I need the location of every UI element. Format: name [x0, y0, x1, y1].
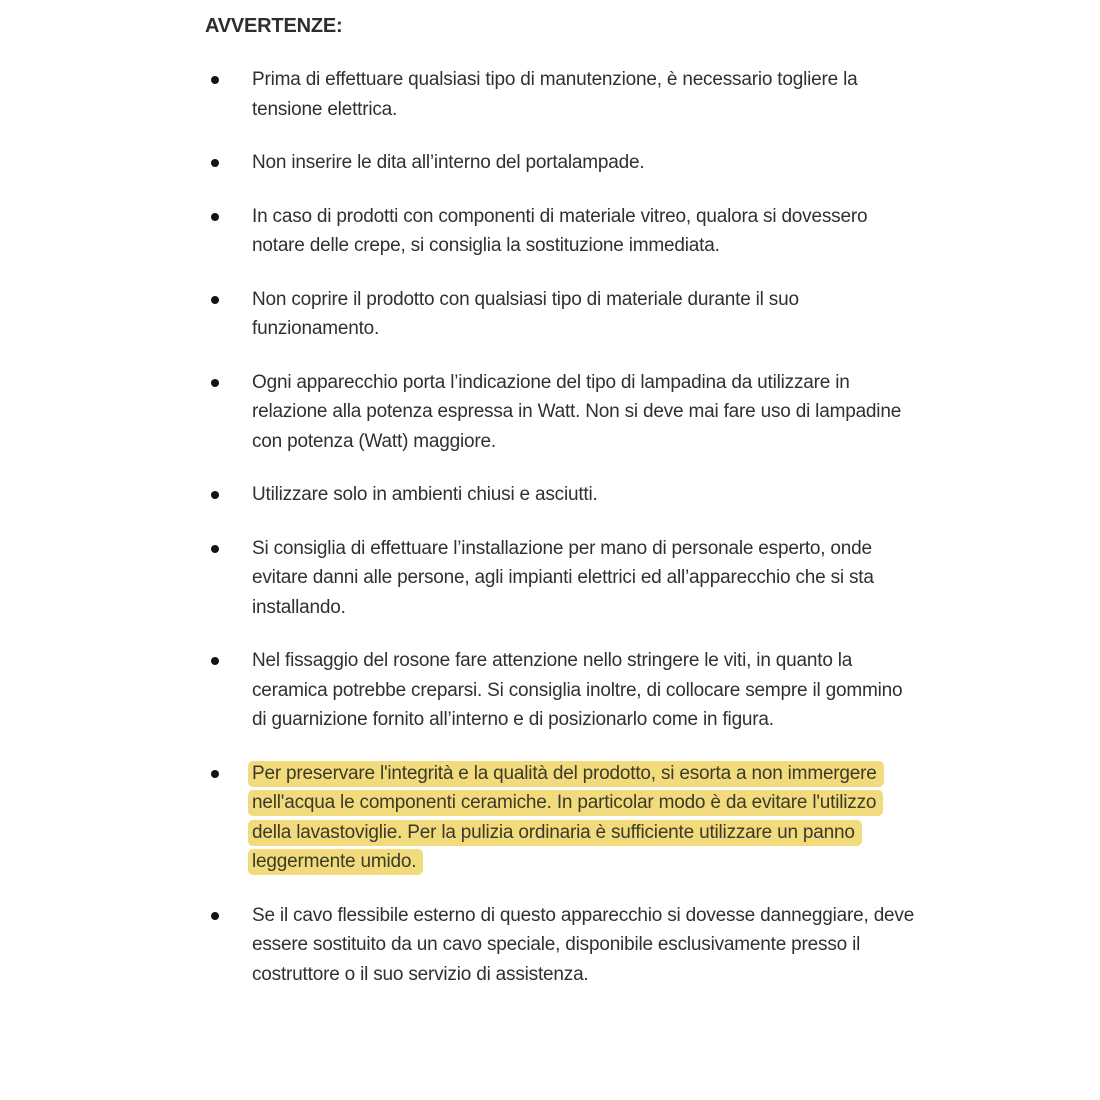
- list-item-text: Non inserire le dita all’interno del portalampade.: [252, 152, 645, 173]
- bullet-icon: [211, 296, 219, 304]
- list-item: [205, 148, 1100, 178]
- highlight-marker: Per preservare l'integrità e la qualità del prodotto, si esorta a non immergere nell'acqua le componenti ceramiche. In particolar modo è da evitare l'utilizzo della lavastoviglie. Per la pulizia ordinaria è sufficiente utilizzare un panno leggermente umido.: [248, 761, 884, 876]
- list-item-text: Non coprire il prodotto con qualsiasi tipo di materiale durante il suo funzionamento.: [252, 288, 799, 339]
- list-item-text: Utilizzare solo in ambienti chiusi e asciutti.: [252, 484, 598, 505]
- bullet-icon: [211, 76, 219, 84]
- list-item-text: Ogni apparecchio porta l’indicazione del tipo di lampadina da utilizzare in relazione alla potenza espressa in Watt. Non si deve mai fare uso di lampadine con potenza (Watt) maggiore.: [252, 371, 902, 452]
- document-title: AVVERTENZE:: [205, 15, 343, 37]
- list-item: [205, 285, 1100, 344]
- warnings-list: [205, 65, 1100, 1013]
- bullet-icon: [211, 213, 219, 221]
- list-item: [205, 480, 1100, 510]
- list-item: [205, 646, 1100, 735]
- bullet-icon: [211, 491, 219, 499]
- bullet-icon: [211, 770, 219, 778]
- list-item-text: Se il cavo flessibile esterno di questo apparecchio si dovesse danneggiare, deve essere sostituito da un cavo speciale, disponibile esclusivamente presso il costruttore o il suo servizio di assistenza.: [252, 904, 915, 985]
- list-item: [205, 534, 1100, 623]
- bullet-icon: [211, 159, 219, 167]
- list-item-text: Si consiglia di effettuare l’installazione per mano di personale esperto, onde evitare danni alle persone, agli impianti elettrici ed all’apparecchio che si sta installando.: [252, 537, 874, 618]
- list-item-text: [252, 759, 920, 877]
- list-item-highlighted: [205, 759, 1100, 877]
- bullet-icon: [211, 379, 219, 387]
- bullet-icon: [211, 545, 219, 553]
- bullet-icon: [211, 912, 219, 920]
- list-item-text: Nel fissaggio del rosone fare attenzione nello stringere le viti, in quanto la ceramica potrebbe creparsi. Si consiglia inoltre, di collocare sempre il gommino di guarnizione fornito all’interno e di posizionarlo come in figura.: [252, 650, 903, 730]
- bullet-icon: [211, 657, 219, 665]
- list-item-text: In caso di prodotti con componenti di materiale vitreo, qualora si dovessero notare delle crepe, si consiglia la sostituzione immediata.: [252, 205, 868, 256]
- list-item: [205, 368, 1100, 457]
- list-item: [205, 901, 1100, 990]
- list-item: [205, 202, 1100, 261]
- list-item-text: Prima di effettuare qualsiasi tipo di manutenzione, è necessario togliere la tensione elettrica.: [252, 69, 858, 120]
- list-item: [205, 65, 1100, 124]
